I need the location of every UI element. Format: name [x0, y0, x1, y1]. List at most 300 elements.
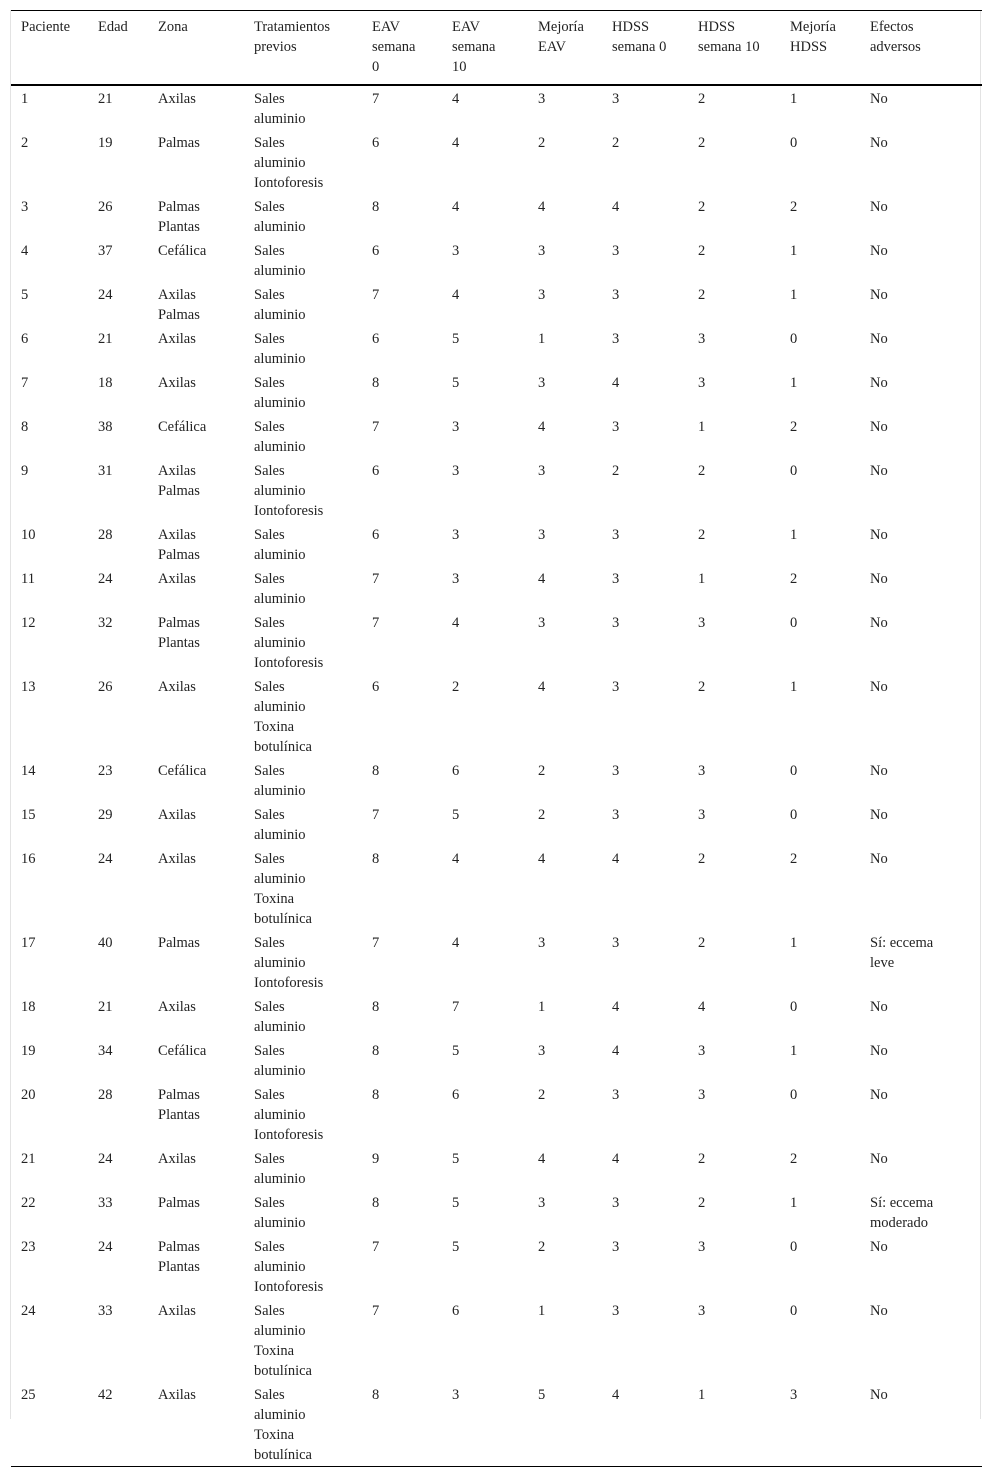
- cell-mejoria-eav: [528, 130, 602, 194]
- cell-line: Toxina: [254, 891, 295, 907]
- cell-line: 3: [538, 463, 546, 479]
- cell-line: 6: [21, 331, 29, 347]
- cell-line: Iontoforesis: [254, 1279, 324, 1295]
- cell-line: aluminio: [254, 783, 306, 799]
- cell-paciente: [11, 522, 88, 566]
- column-header-eav-semana-10: [442, 11, 528, 86]
- cell-line: botulínica: [254, 1363, 312, 1379]
- cell-line: 31: [98, 463, 113, 479]
- cell-mejoria-eav: [528, 1382, 602, 1467]
- column-header-zona: [148, 11, 244, 86]
- cell-line: 3: [612, 615, 620, 631]
- cell-line: Plantas: [158, 635, 200, 651]
- cell-line: 6: [372, 331, 380, 347]
- cell-line: 42: [98, 1387, 113, 1403]
- cell-line: Sales: [254, 1387, 285, 1403]
- cell-hdss-semana-10: [688, 282, 780, 326]
- cell-edad: [88, 326, 148, 370]
- table-row: [11, 458, 982, 522]
- cell-line: 0: [790, 999, 798, 1015]
- cell-efectos-adversos: [860, 370, 982, 414]
- cell-paciente: [11, 846, 88, 930]
- cell-line: Axilas: [158, 287, 196, 303]
- cell-line: 3: [698, 331, 706, 347]
- cell-eav-semana-10: [442, 326, 528, 370]
- cell-line: 4: [538, 851, 546, 867]
- cell-eav-semana-0: [362, 1038, 442, 1082]
- cell-hdss-semana-0: [602, 1234, 688, 1298]
- cell-line: 2: [698, 1151, 706, 1167]
- cell-line: 1: [790, 91, 798, 107]
- cell-line: Plantas: [158, 1259, 200, 1275]
- cell-efectos-adversos: [860, 326, 982, 370]
- cell-line: Sí: eccema: [870, 1195, 934, 1211]
- cell-hdss-semana-10: [688, 238, 780, 282]
- cell-eav-semana-0: [362, 370, 442, 414]
- cell-line: 4: [538, 571, 546, 587]
- cell-line: No: [870, 1387, 888, 1403]
- cell-line: No: [870, 999, 888, 1015]
- cell-line: 4: [612, 1043, 620, 1059]
- cell-line: HDSS: [790, 39, 828, 55]
- cell-line: 2: [698, 91, 706, 107]
- cell-efectos-adversos: [860, 758, 982, 802]
- cell-line: 1: [790, 935, 798, 951]
- cell-line: 0: [790, 763, 798, 779]
- cell-line: No: [870, 1303, 888, 1319]
- cell-line: 4: [538, 679, 546, 695]
- cell-paciente: [11, 1234, 88, 1298]
- cell-line: 3: [698, 1239, 706, 1255]
- table-row: [11, 1234, 982, 1298]
- cell-zona: [148, 130, 244, 194]
- cell-line: 8: [372, 1087, 380, 1103]
- cell-mejoria-hdss: [780, 674, 860, 758]
- cell-hdss-semana-10: [688, 610, 780, 674]
- cell-line: 2: [698, 851, 706, 867]
- cell-eav-semana-10: [442, 238, 528, 282]
- cell-eav-semana-10: [442, 846, 528, 930]
- cell-mejoria-hdss: [780, 1146, 860, 1190]
- cell-edad: [88, 85, 148, 130]
- cell-eav-semana-10: [442, 1234, 528, 1298]
- cell-edad: [88, 610, 148, 674]
- cell-line: Palmas: [158, 483, 200, 499]
- cell-eav-semana-0: [362, 282, 442, 326]
- cell-line: aluminio: [254, 111, 306, 127]
- cell-line: 0: [790, 807, 798, 823]
- cell-line: Sales: [254, 135, 285, 151]
- cell-line: 13: [21, 679, 36, 695]
- cell-line: Sales: [254, 999, 285, 1015]
- cell-edad: [88, 370, 148, 414]
- cell-zona: [148, 238, 244, 282]
- cell-eav-semana-10: [442, 85, 528, 130]
- cell-line: 3: [538, 935, 546, 951]
- cell-line: 3: [698, 1087, 706, 1103]
- cell-line: 6: [372, 135, 380, 151]
- cell-line: 18: [98, 375, 113, 391]
- cell-line: 7: [372, 287, 380, 303]
- column-header-hdss-semana-10: [688, 11, 780, 86]
- column-header-tratamientos-previos: [244, 11, 362, 86]
- cell-eav-semana-0: [362, 1234, 442, 1298]
- cell-mejoria-hdss: [780, 846, 860, 930]
- cell-line: Sales: [254, 243, 285, 259]
- cell-line: 6: [372, 463, 380, 479]
- cell-line: 1: [790, 375, 798, 391]
- cell-line: 3: [698, 375, 706, 391]
- table-row: [11, 802, 982, 846]
- cell-line: 1: [790, 287, 798, 303]
- cell-line: 16: [21, 851, 36, 867]
- cell-eav-semana-0: [362, 674, 442, 758]
- cell-line: 3: [538, 1043, 546, 1059]
- cell-line: Sales: [254, 1303, 285, 1319]
- cell-line: 3: [698, 807, 706, 823]
- cell-efectos-adversos: [860, 130, 982, 194]
- cell-line: 2: [790, 419, 798, 435]
- cell-tratamientos-previos: [244, 1382, 362, 1467]
- cell-line: 3: [452, 463, 460, 479]
- table-row: [11, 1298, 982, 1382]
- cell-hdss-semana-0: [602, 802, 688, 846]
- cell-line: aluminio: [254, 263, 306, 279]
- cell-line: Toxina: [254, 1427, 295, 1443]
- table-row: [11, 610, 982, 674]
- cell-line: Palmas: [158, 615, 200, 631]
- cell-edad: [88, 1234, 148, 1298]
- cell-hdss-semana-0: [602, 846, 688, 930]
- cell-eav-semana-0: [362, 566, 442, 610]
- cell-mejoria-eav: [528, 1234, 602, 1298]
- cell-line: 3: [452, 527, 460, 543]
- cell-line: 7: [372, 807, 380, 823]
- cell-line: 6: [452, 1087, 460, 1103]
- cell-hdss-semana-0: [602, 458, 688, 522]
- cell-line: 6: [452, 1303, 460, 1319]
- column-header-mejoria-hdss: [780, 11, 860, 86]
- cell-line: Axilas: [158, 463, 196, 479]
- cell-line: 24: [98, 851, 113, 867]
- cell-mejoria-eav: [528, 674, 602, 758]
- cell-line: 20: [21, 1087, 36, 1103]
- cell-hdss-semana-0: [602, 1038, 688, 1082]
- cell-zona: [148, 1234, 244, 1298]
- cell-edad: [88, 674, 148, 758]
- cell-paciente: [11, 566, 88, 610]
- cell-line: Cefálica: [158, 243, 207, 259]
- cell-line: Sales: [254, 1087, 285, 1103]
- cell-eav-semana-10: [442, 414, 528, 458]
- cell-line: 3: [452, 571, 460, 587]
- cell-line: 2: [698, 1195, 706, 1211]
- cell-hdss-semana-10: [688, 930, 780, 994]
- cell-hdss-semana-0: [602, 994, 688, 1038]
- cell-edad: [88, 282, 148, 326]
- cell-line: aluminio: [254, 955, 306, 971]
- cell-line: Axilas: [158, 679, 196, 695]
- cell-line: Sales: [254, 1043, 285, 1059]
- cell-line: botulínica: [254, 911, 312, 927]
- cell-line: 24: [21, 1303, 36, 1319]
- cell-line: 2: [790, 199, 798, 215]
- cell-line: Sales: [254, 527, 285, 543]
- cell-line: botulínica: [254, 739, 312, 755]
- cell-line: Cefálica: [158, 763, 207, 779]
- cell-line: 5: [452, 375, 460, 391]
- cell-line: 3: [538, 615, 546, 631]
- cell-eav-semana-10: [442, 370, 528, 414]
- cell-hdss-semana-10: [688, 1190, 780, 1234]
- cell-edad: [88, 1190, 148, 1234]
- cell-line: 23: [98, 763, 113, 779]
- cell-line: 3: [612, 527, 620, 543]
- cell-line: aluminio: [254, 1107, 306, 1123]
- cell-mejoria-hdss: [780, 370, 860, 414]
- cell-mejoria-hdss: [780, 522, 860, 566]
- cell-line: Cefálica: [158, 419, 207, 435]
- cell-paciente: [11, 1298, 88, 1382]
- cell-mejoria-eav: [528, 610, 602, 674]
- cell-edad: [88, 758, 148, 802]
- cell-line: 8: [372, 199, 380, 215]
- cell-paciente: [11, 674, 88, 758]
- cell-zona: [148, 1082, 244, 1146]
- cell-hdss-semana-10: [688, 458, 780, 522]
- cell-mejoria-eav: [528, 238, 602, 282]
- cell-line: 24: [98, 287, 113, 303]
- cell-line: 1: [538, 1303, 546, 1319]
- cell-paciente: [11, 1146, 88, 1190]
- cell-hdss-semana-0: [602, 370, 688, 414]
- cell-paciente: [11, 994, 88, 1038]
- cell-eav-semana-0: [362, 130, 442, 194]
- cell-line: 9: [21, 463, 29, 479]
- cell-mejoria-eav: [528, 1190, 602, 1234]
- cell-line: Sí: eccema: [870, 935, 934, 951]
- cell-line: 28: [98, 1087, 113, 1103]
- cell-mejoria-hdss: [780, 802, 860, 846]
- cell-paciente: [11, 85, 88, 130]
- cell-line: aluminio: [254, 219, 306, 235]
- cell-line: 26: [98, 199, 113, 215]
- cell-hdss-semana-0: [602, 85, 688, 130]
- cell-line: 7: [372, 1303, 380, 1319]
- cell-mejoria-eav: [528, 758, 602, 802]
- cell-line: 3: [698, 1303, 706, 1319]
- cell-line: 8: [21, 419, 29, 435]
- cell-line: semana: [452, 39, 496, 55]
- cell-line: 4: [612, 1151, 620, 1167]
- cell-line: 21: [98, 331, 113, 347]
- cell-line: previos: [254, 39, 297, 55]
- cell-eav-semana-10: [442, 610, 528, 674]
- cell-line: 4: [612, 1387, 620, 1403]
- cell-line: 1: [790, 527, 798, 543]
- cell-line: aluminio: [254, 1259, 306, 1275]
- cell-tratamientos-previos: [244, 130, 362, 194]
- cell-eav-semana-10: [442, 1082, 528, 1146]
- cell-zona: [148, 758, 244, 802]
- cell-line: 4: [452, 199, 460, 215]
- cell-tratamientos-previos: [244, 610, 362, 674]
- cell-line: 5: [452, 331, 460, 347]
- cell-line: 0: [790, 615, 798, 631]
- cell-line: Sales: [254, 463, 285, 479]
- cell-tratamientos-previos: [244, 1038, 362, 1082]
- cell-tratamientos-previos: [244, 522, 362, 566]
- cell-tratamientos-previos: [244, 930, 362, 994]
- cell-line: 7: [372, 935, 380, 951]
- cell-eav-semana-0: [362, 458, 442, 522]
- table-row: [11, 758, 982, 802]
- cell-line: 4: [452, 851, 460, 867]
- cell-line: botulínica: [254, 1447, 312, 1463]
- cell-tratamientos-previos: [244, 326, 362, 370]
- table-header: [11, 11, 982, 86]
- cell-line: aluminio: [254, 591, 306, 607]
- cell-line: Sales: [254, 851, 285, 867]
- cell-tratamientos-previos: [244, 994, 362, 1038]
- cell-mejoria-eav: [528, 282, 602, 326]
- cell-line: 19: [98, 135, 113, 151]
- cell-line: Palmas: [158, 199, 200, 215]
- cell-line: aluminio: [254, 439, 306, 455]
- cell-eav-semana-0: [362, 1082, 442, 1146]
- table-row: [11, 1082, 982, 1146]
- cell-tratamientos-previos: [244, 674, 362, 758]
- cell-tratamientos-previos: [244, 414, 362, 458]
- cell-hdss-semana-10: [688, 846, 780, 930]
- cell-efectos-adversos: [860, 238, 982, 282]
- cell-line: 3: [790, 1387, 798, 1403]
- cell-paciente: [11, 1038, 88, 1082]
- cell-zona: [148, 802, 244, 846]
- column-header-mejoria-eav: [528, 11, 602, 86]
- cell-line: semana: [372, 39, 416, 55]
- cell-hdss-semana-10: [688, 522, 780, 566]
- cell-line: 3: [452, 419, 460, 435]
- cell-line: 32: [98, 615, 113, 631]
- cell-paciente: [11, 1190, 88, 1234]
- cell-line: 3: [612, 91, 620, 107]
- table-row: [11, 130, 982, 194]
- cell-line: Axilas: [158, 1151, 196, 1167]
- cell-line: Iontoforesis: [254, 175, 324, 191]
- cell-paciente: [11, 1382, 88, 1467]
- cell-line: Mejoría: [538, 19, 584, 35]
- cell-line: aluminio: [254, 483, 306, 499]
- cell-line: Edad: [98, 19, 128, 35]
- cell-line: moderado: [870, 1215, 928, 1231]
- cell-line: 3: [612, 807, 620, 823]
- cell-line: Efectos: [870, 19, 914, 35]
- cell-line: leve: [870, 955, 895, 971]
- cell-line: 8: [372, 999, 380, 1015]
- cell-tratamientos-previos: [244, 194, 362, 238]
- cell-hdss-semana-10: [688, 1146, 780, 1190]
- cell-line: 4: [538, 199, 546, 215]
- cell-hdss-semana-10: [688, 414, 780, 458]
- cell-line: 33: [98, 1195, 113, 1211]
- cell-eav-semana-10: [442, 458, 528, 522]
- cell-line: 2: [538, 763, 546, 779]
- cell-line: 8: [372, 763, 380, 779]
- cell-mejoria-eav: [528, 194, 602, 238]
- cell-line: 2: [698, 199, 706, 215]
- cell-line: 4: [538, 1151, 546, 1167]
- cell-line: 2: [21, 135, 29, 151]
- cell-line: Sales: [254, 1239, 285, 1255]
- cell-line: No: [870, 571, 888, 587]
- cell-eav-semana-0: [362, 610, 442, 674]
- cell-paciente: [11, 610, 88, 674]
- cell-eav-semana-10: [442, 994, 528, 1038]
- cell-hdss-semana-0: [602, 414, 688, 458]
- cell-line: 1: [790, 1043, 798, 1059]
- cell-line: aluminio: [254, 871, 306, 887]
- cell-zona: [148, 1382, 244, 1467]
- cell-edad: [88, 802, 148, 846]
- table-row: [11, 1146, 982, 1190]
- cell-line: 0: [790, 463, 798, 479]
- cell-eav-semana-0: [362, 994, 442, 1038]
- cell-eav-semana-0: [362, 326, 442, 370]
- cell-eav-semana-10: [442, 1382, 528, 1467]
- cell-line: adversos: [870, 39, 921, 55]
- cell-line: Palmas: [158, 547, 200, 563]
- cell-line: Axilas: [158, 1303, 196, 1319]
- cell-line: 14: [21, 763, 36, 779]
- cell-eav-semana-0: [362, 1298, 442, 1382]
- cell-line: 3: [452, 1387, 460, 1403]
- cell-edad: [88, 1298, 148, 1382]
- cell-mejoria-hdss: [780, 326, 860, 370]
- table-row: [11, 370, 982, 414]
- cell-mejoria-hdss: [780, 1382, 860, 1467]
- cell-eav-semana-10: [442, 802, 528, 846]
- cell-line: Axilas: [158, 1387, 196, 1403]
- cell-line: 10: [21, 527, 36, 543]
- cell-hdss-semana-0: [602, 238, 688, 282]
- table-row: [11, 1038, 982, 1082]
- cell-mejoria-hdss: [780, 610, 860, 674]
- cell-efectos-adversos: [860, 1298, 982, 1382]
- cell-zona: [148, 370, 244, 414]
- cell-line: Sales: [254, 615, 285, 631]
- cell-line: No: [870, 763, 888, 779]
- cell-line: No: [870, 679, 888, 695]
- cell-line: No: [870, 1043, 888, 1059]
- cell-line: 4: [21, 243, 29, 259]
- cell-line: aluminio: [254, 827, 306, 843]
- cell-mejoria-hdss: [780, 194, 860, 238]
- cell-hdss-semana-0: [602, 522, 688, 566]
- cell-line: Iontoforesis: [254, 503, 324, 519]
- cell-line: 8: [372, 375, 380, 391]
- cell-edad: [88, 1038, 148, 1082]
- cell-line: Sales: [254, 199, 285, 215]
- cell-line: 3: [612, 679, 620, 695]
- cell-paciente: [11, 130, 88, 194]
- cell-hdss-semana-10: [688, 758, 780, 802]
- cell-line: Sales: [254, 375, 285, 391]
- cell-zona: [148, 1298, 244, 1382]
- cell-line: 7: [372, 571, 380, 587]
- cell-line: 7: [21, 375, 29, 391]
- cell-tratamientos-previos: [244, 1190, 362, 1234]
